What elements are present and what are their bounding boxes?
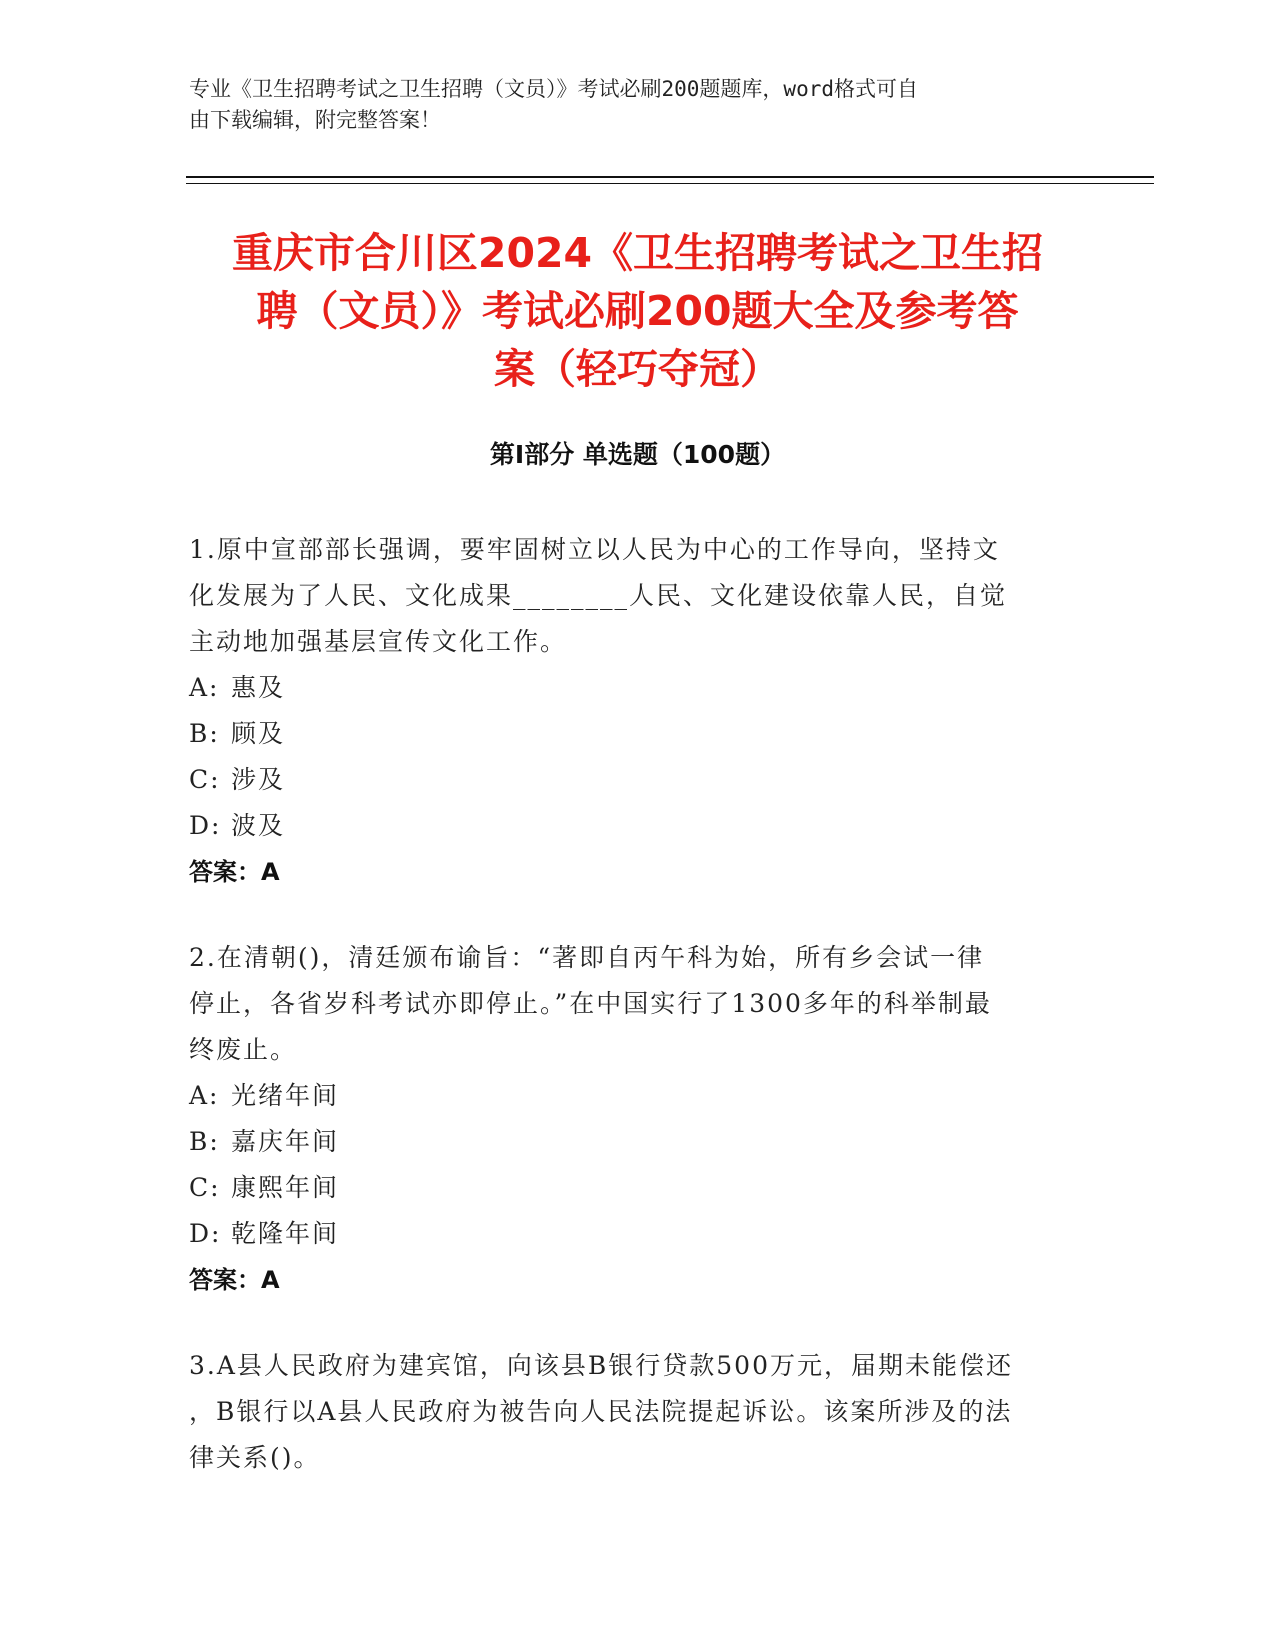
document-title-line-2: 聘（文员）》考试必刷200题大全及参考答 [256, 287, 1019, 335]
question-stem-line: 1.原中宣部部长强调，要牢固树立以人民为中心的工作导向，坚持文 [189, 535, 1000, 564]
option-c [189, 757, 1079, 803]
option-letter: D: [189, 1219, 222, 1248]
option-letter: B: [189, 719, 220, 748]
option-letter: C: [189, 765, 221, 794]
question-1 [189, 527, 1079, 895]
option-text: 顾及 [231, 719, 286, 748]
question-stem [189, 935, 1079, 1073]
option-a [189, 665, 1079, 711]
header-divider-thin [186, 183, 1154, 184]
answer: 答案：A [189, 858, 280, 886]
option-letter: D: [189, 811, 222, 840]
option-letter: A: [189, 1081, 220, 1110]
option-text: 光绪年间 [231, 1081, 340, 1110]
option-text: 康熙年间 [231, 1173, 340, 1202]
option-c [189, 1165, 1079, 1211]
question-stem-line: 主动地加强基层宣传文化工作。 [189, 627, 568, 656]
document-title [160, 224, 1115, 398]
header-note [189, 74, 1069, 136]
option-d [189, 1211, 1079, 1257]
question-stem-line: 停止，各省岁科考试亦即停止。”在中国实行了1300多年的科举制最 [189, 989, 992, 1018]
question-stem-line: 终废止。 [189, 1035, 298, 1064]
section-heading: 第Ⅰ部分 单选题（100题） [489, 440, 786, 469]
document-title-line-3: 案（轻巧夺冠） [494, 345, 781, 393]
question-stem-line: 律关系()。 [189, 1443, 321, 1472]
option-text: 嘉庆年间 [231, 1127, 340, 1156]
option-a [189, 1073, 1079, 1119]
question-2 [189, 935, 1079, 1303]
question-stem-line: 3.A县人民政府为建宾馆，向该县B银行贷款500万元，届期未能偿还 [189, 1351, 1013, 1380]
option-text: 涉及 [231, 765, 286, 794]
option-d [189, 803, 1079, 849]
option-b [189, 711, 1079, 757]
option-letter: B: [189, 1127, 220, 1156]
option-letter: A: [189, 673, 220, 702]
answer: 答案：A [189, 1266, 280, 1294]
option-text: 惠及 [231, 673, 286, 702]
header-note-line-2: 由下载编辑，附完整答案！ [189, 108, 441, 132]
document-title-line-1: 重庆市合川区2024《卫生招聘考试之卫生招 [231, 229, 1044, 277]
question-stem [189, 527, 1079, 665]
option-letter: C: [189, 1173, 221, 1202]
question-3 [189, 1343, 1079, 1481]
header-divider-thick [186, 176, 1154, 178]
option-text: 乾隆年间 [231, 1219, 340, 1248]
option-b [189, 1119, 1079, 1165]
question-stem-line: 化发展为了人民、文化成果________人民、文化建设依靠人民，自觉 [189, 581, 1008, 610]
question-stem [189, 1343, 1079, 1481]
header-note-line-1: 专业《卫生招聘考试之卫生招聘（文员）》考试必刷200题题库，word格式可自 [189, 77, 918, 101]
option-text: 波及 [231, 811, 286, 840]
question-stem-line: 2.在清朝()，清廷颁布谕旨：“著即自丙午科为始，所有乡会试一律 [189, 943, 985, 972]
question-stem-line: ，B银行以A县人民政府为被告向人民法院提起诉讼。该案所涉及的法 [189, 1397, 1013, 1426]
